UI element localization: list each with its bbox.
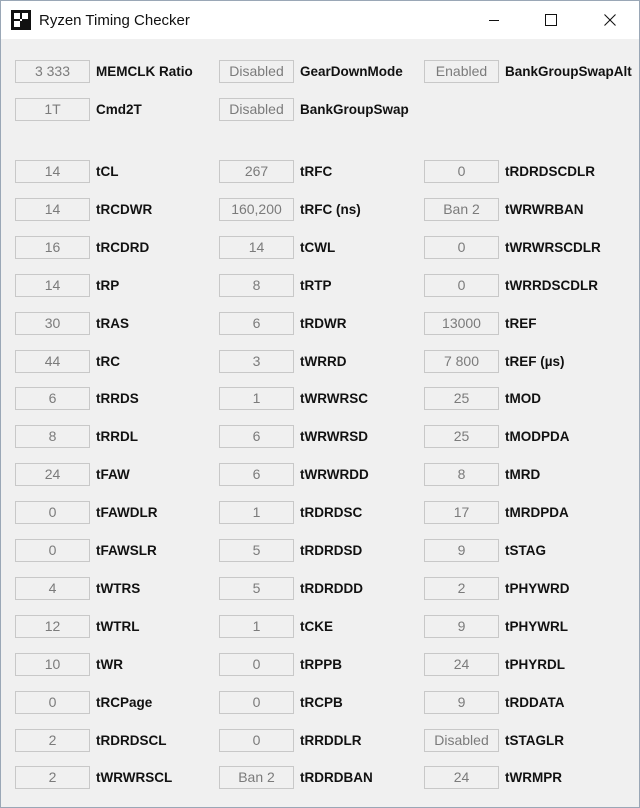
title-bar[interactable] bbox=[1, 1, 639, 39]
trdrdban-label: tRDRDBAN bbox=[300, 770, 373, 785]
trddata-label: tRDDATA bbox=[505, 695, 565, 710]
geardownmode-label: GearDownMode bbox=[300, 64, 403, 79]
tcwl-value-field[interactable]: 14 bbox=[219, 236, 294, 259]
trppb-value-field[interactable]: 0 bbox=[219, 653, 294, 676]
tmod-label: tMOD bbox=[505, 391, 541, 406]
trfc-value-field[interactable]: 267 bbox=[219, 160, 294, 183]
twrmpr-value-field[interactable]: 24 bbox=[424, 766, 499, 789]
tref-value-field[interactable]: 13000 bbox=[424, 312, 499, 335]
twrwrdd-value-field[interactable]: 6 bbox=[219, 463, 294, 486]
geardownmode-value-field[interactable]: Disabled bbox=[219, 60, 294, 83]
tcke-label: tCKE bbox=[300, 619, 333, 634]
tcl-value-field[interactable]: 14 bbox=[15, 160, 90, 183]
minimize-icon bbox=[488, 14, 500, 26]
trdrdscl-label: tRDRDSCL bbox=[96, 733, 167, 748]
tfawslr-label: tFAWSLR bbox=[96, 543, 157, 558]
twrrd-value-field[interactable]: 3 bbox=[219, 350, 294, 373]
twrwrsc-label: tWRWRSC bbox=[300, 391, 368, 406]
tstaglr-value-field[interactable]: Disabled bbox=[424, 729, 499, 752]
tfaw-value-field[interactable]: 24 bbox=[15, 463, 90, 486]
trdrddd-value-field[interactable]: 5 bbox=[219, 577, 294, 600]
trfc-ns-value-field[interactable]: 160,200 bbox=[219, 198, 294, 221]
trppb-label: tRPPB bbox=[300, 657, 343, 672]
timings-panel bbox=[1, 39, 639, 807]
trdrdscl-value-field[interactable]: 2 bbox=[15, 729, 90, 752]
tras-label: tRAS bbox=[96, 316, 129, 331]
twrwrscl-value-field[interactable]: 2 bbox=[15, 766, 90, 789]
close-button[interactable] bbox=[587, 1, 633, 39]
trcdrd-label: tRCDRD bbox=[96, 240, 150, 255]
memclk-ratio-label: MEMCLK Ratio bbox=[96, 64, 193, 79]
twtrs-label: tWTRS bbox=[96, 581, 141, 596]
trrdl-label: tRRDL bbox=[96, 429, 138, 444]
trdrdsd-value-field[interactable]: 5 bbox=[219, 539, 294, 562]
tcwl-label: tCWL bbox=[300, 240, 336, 255]
twrrd-label: tWRRD bbox=[300, 354, 347, 369]
tmodpda-label: tMODPDA bbox=[505, 429, 570, 444]
tmrdpda-label: tMRDPDA bbox=[505, 505, 569, 520]
trfc-label: tRFC bbox=[300, 164, 333, 179]
app-logo-icon bbox=[11, 10, 31, 30]
window-title: Ryzen Timing Checker bbox=[39, 12, 190, 29]
trdrdban-value-field[interactable]: Ban 2 bbox=[219, 766, 294, 789]
twrwrdd-label: tWRWRDD bbox=[300, 467, 369, 482]
tfawdlr-value-field[interactable]: 0 bbox=[15, 501, 90, 524]
close-icon bbox=[604, 14, 616, 26]
trdwr-value-field[interactable]: 6 bbox=[219, 312, 294, 335]
twr-label: tWR bbox=[96, 657, 123, 672]
twrwrban-value-field[interactable]: Ban 2 bbox=[424, 198, 499, 221]
cmd2t-label: Cmd2T bbox=[96, 102, 142, 117]
twrrdscdlr-value-field[interactable]: 0 bbox=[424, 274, 499, 297]
tphywrl-value-field[interactable]: 9 bbox=[424, 615, 499, 638]
twrwrsc-value-field[interactable]: 1 bbox=[219, 387, 294, 410]
trcpb-label: tRCPB bbox=[300, 695, 343, 710]
twtrs-value-field[interactable]: 4 bbox=[15, 577, 90, 600]
twrwrscdlr-value-field[interactable]: 0 bbox=[424, 236, 499, 259]
trc-label: tRC bbox=[96, 354, 120, 369]
twrwrscdlr-label: tWRWRSCDLR bbox=[505, 240, 601, 255]
tphywrd-label: tPHYWRD bbox=[505, 581, 570, 596]
tcl-label: tCL bbox=[96, 164, 119, 179]
trcdrd-value-field[interactable]: 16 bbox=[15, 236, 90, 259]
tref-label: tREF bbox=[505, 316, 537, 331]
tfawslr-value-field[interactable]: 0 bbox=[15, 539, 90, 562]
bankgroupswap-value-field[interactable]: Disabled bbox=[219, 98, 294, 121]
tstaglr-label: tSTAGLR bbox=[505, 733, 564, 748]
trfc-ns-label: tRFC (ns) bbox=[300, 202, 361, 217]
trdrdscdlr-label: tRDRDSCDLR bbox=[505, 164, 595, 179]
trtp-label: tRTP bbox=[300, 278, 332, 293]
trcdwr-label: tRCDWR bbox=[96, 202, 153, 217]
trcdwr-value-field[interactable]: 14 bbox=[15, 198, 90, 221]
trrddlr-value-field[interactable]: 0 bbox=[219, 729, 294, 752]
twrwrsd-value-field[interactable]: 6 bbox=[219, 425, 294, 448]
trrds-label: tRRDS bbox=[96, 391, 139, 406]
maximize-button[interactable] bbox=[528, 1, 574, 39]
trrdl-value-field[interactable]: 8 bbox=[15, 425, 90, 448]
trdrdsc-label: tRDRDSC bbox=[300, 505, 363, 520]
tmrdpda-value-field[interactable]: 17 bbox=[424, 501, 499, 524]
tphyrdl-label: tPHYRDL bbox=[505, 657, 565, 672]
trcpb-value-field[interactable]: 0 bbox=[219, 691, 294, 714]
trp-label: tRP bbox=[96, 278, 120, 293]
bankgroupswapalt-label: BankGroupSwapAlt bbox=[505, 64, 632, 79]
twtrl-label: tWTRL bbox=[96, 619, 140, 634]
trdrdsc-value-field[interactable]: 1 bbox=[219, 501, 294, 524]
minimize-button[interactable] bbox=[471, 1, 517, 39]
trdrddd-label: tRDRDDD bbox=[300, 581, 363, 596]
trp-value-field[interactable]: 14 bbox=[15, 274, 90, 297]
twrmpr-label: tWRMPR bbox=[505, 770, 562, 785]
tmrd-label: tMRD bbox=[505, 467, 541, 482]
tfaw-label: tFAW bbox=[96, 467, 130, 482]
cmd2t-value-field[interactable]: 1T bbox=[15, 98, 90, 121]
tref-us-value-field[interactable]: 7 800 bbox=[424, 350, 499, 373]
trrds-value-field[interactable]: 6 bbox=[15, 387, 90, 410]
trcpage-label: tRCPage bbox=[96, 695, 153, 710]
twrwrban-label: tWRWRBAN bbox=[505, 202, 584, 217]
tref-us-label: tREF (µs) bbox=[505, 354, 565, 369]
trdrdscdlr-value-field[interactable]: 0 bbox=[424, 160, 499, 183]
trdrdsd-label: tRDRDSD bbox=[300, 543, 363, 558]
trc-value-field[interactable]: 44 bbox=[15, 350, 90, 373]
trdwr-label: tRDWR bbox=[300, 316, 347, 331]
twr-value-field[interactable]: 10 bbox=[15, 653, 90, 676]
tfawdlr-label: tFAWDLR bbox=[96, 505, 158, 520]
tphywrl-label: tPHYWRL bbox=[505, 619, 568, 634]
tcke-value-field[interactable]: 1 bbox=[219, 615, 294, 638]
tphywrd-value-field[interactable]: 2 bbox=[424, 577, 499, 600]
tmrd-value-field[interactable]: 8 bbox=[424, 463, 499, 486]
maximize-icon bbox=[545, 14, 557, 26]
tstag-label: tSTAG bbox=[505, 543, 546, 558]
tmod-value-field[interactable]: 25 bbox=[424, 387, 499, 410]
twrrdscdlr-label: tWRRDSCDLR bbox=[505, 278, 598, 293]
tphyrdl-value-field[interactable]: 24 bbox=[424, 653, 499, 676]
twrwrsd-label: tWRWRSD bbox=[300, 429, 368, 444]
twrwrscl-label: tWRWRSCL bbox=[96, 770, 173, 785]
memclk-ratio-value-field[interactable]: 3 333 bbox=[15, 60, 90, 83]
twtrl-value-field[interactable]: 12 bbox=[15, 615, 90, 638]
trcpage-value-field[interactable]: 0 bbox=[15, 691, 90, 714]
tras-value-field[interactable]: 30 bbox=[15, 312, 90, 335]
tstag-value-field[interactable]: 9 bbox=[424, 539, 499, 562]
tmodpda-value-field[interactable]: 25 bbox=[424, 425, 499, 448]
bankgroupswapalt-value-field[interactable]: Enabled bbox=[424, 60, 499, 83]
bankgroupswap-label: BankGroupSwap bbox=[300, 102, 409, 117]
trddata-value-field[interactable]: 9 bbox=[424, 691, 499, 714]
trrddlr-label: tRRDDLR bbox=[300, 733, 362, 748]
trtp-value-field[interactable]: 8 bbox=[219, 274, 294, 297]
